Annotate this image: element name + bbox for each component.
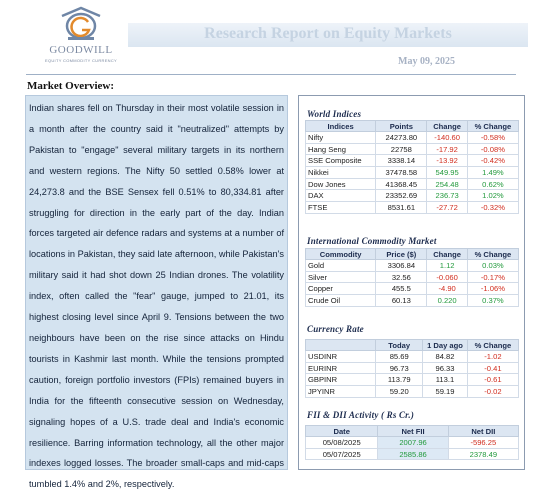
fii-dii-title: FII & DII Activity ( Rs Cr.): [307, 410, 415, 420]
table-row: [306, 167, 519, 179]
table-header-row: [306, 121, 519, 132]
currency-today: 85.69: [376, 351, 423, 363]
column-header: % Change: [467, 340, 518, 351]
commodity-name: Copper: [306, 283, 376, 295]
column-header: Net FII: [378, 426, 448, 437]
table-row: [306, 374, 519, 386]
company-logo: [36, 6, 126, 70]
report-title-banner: [128, 23, 528, 47]
currency-pair: JPYINR: [306, 386, 376, 398]
index-points: 37478.58: [376, 167, 427, 179]
index-points: 3338.14: [376, 155, 427, 167]
currency-today: 113.79: [376, 374, 423, 386]
fii-dii-table: [305, 425, 519, 460]
index-points: 23352.69: [376, 190, 427, 202]
header-divider: [26, 74, 516, 75]
currency-pct-change: -0.02: [467, 386, 518, 398]
currency-pct-change: -0.61: [467, 374, 518, 386]
currency-pair: EURINR: [306, 362, 376, 374]
market-overview-heading: Market Overview:: [27, 80, 115, 92]
index-points: 41368.45: [376, 178, 427, 190]
column-header: 1 Day ago: [423, 340, 468, 351]
commodity-price: 455.5: [376, 283, 427, 295]
column-header: Today: [376, 340, 423, 351]
activity-date: 05/08/2025: [306, 437, 378, 449]
index-change: -140.60: [427, 132, 467, 144]
index-name: SSE Composite: [306, 155, 376, 167]
column-header: Date: [306, 426, 378, 437]
column-header: Points: [376, 121, 427, 132]
currency-prev: 84.82: [423, 351, 468, 363]
table-row: [306, 362, 519, 374]
commodity-pct-change: -1.06%: [467, 283, 518, 295]
index-pct-change: -0.58%: [467, 132, 518, 144]
index-pct-change: -0.32%: [467, 202, 518, 214]
table-row: [306, 295, 519, 307]
table-row: [306, 143, 519, 155]
currency-pct-change: -0.41: [467, 362, 518, 374]
logo-wordmark: GOODWILL: [49, 44, 113, 56]
commodity-price: 32.56: [376, 271, 427, 283]
commodity-name: Gold: [306, 260, 376, 272]
column-header: Price ($): [376, 249, 427, 260]
commodity-change: 0.220: [427, 295, 467, 307]
index-change: 254.48: [427, 178, 467, 190]
commodity-price: 3306.84: [376, 260, 427, 272]
column-header: Indices: [306, 121, 376, 132]
currency-prev: 96.33: [423, 362, 468, 374]
commodity-change: -4.90: [427, 283, 467, 295]
index-change: -27.72: [427, 202, 467, 214]
index-pct-change: 1.02%: [467, 190, 518, 202]
column-header: Net DII: [448, 426, 518, 437]
index-pct-change: 1.49%: [467, 167, 518, 179]
index-points: 8531.61: [376, 202, 427, 214]
index-change: 549.95: [427, 167, 467, 179]
currency-today: 59.20: [376, 386, 423, 398]
index-change: -17.92: [427, 143, 467, 155]
currency-today: 96.73: [376, 362, 423, 374]
commodity-price: 60.13: [376, 295, 427, 307]
column-header: % Change: [467, 121, 518, 132]
index-name: Dow Jones: [306, 178, 376, 190]
index-points: 24273.80: [376, 132, 427, 144]
table-header-row: [306, 340, 519, 351]
currency-pair: GBPINR: [306, 374, 376, 386]
index-name: Nikkei: [306, 167, 376, 179]
table-header-row: [306, 426, 519, 437]
commodity-change: -0.060: [427, 271, 467, 283]
activity-date: 05/07/2025: [306, 448, 378, 460]
commodity-pct-change: -0.17%: [467, 271, 518, 283]
currency-table: [305, 339, 519, 398]
currency-pair: USDINR: [306, 351, 376, 363]
commodity-name: Silver: [306, 271, 376, 283]
world-indices-title: World Indices: [307, 109, 362, 119]
index-points: 22758: [376, 143, 427, 155]
index-pct-change: -0.08%: [467, 143, 518, 155]
index-name: Nifty: [306, 132, 376, 144]
table-header-row: [306, 249, 519, 260]
report-title: Research Report on Equity Markets: [204, 25, 452, 42]
table-row: [306, 260, 519, 272]
net-fii: 2585.86: [378, 448, 448, 460]
table-row: [306, 155, 519, 167]
index-change: 236.73: [427, 190, 467, 202]
column-header: Commodity: [306, 249, 376, 260]
column-header: Change: [427, 249, 467, 260]
index-pct-change: -0.42%: [467, 155, 518, 167]
currency-pct-change: -1.02: [467, 351, 518, 363]
column-header: [306, 340, 376, 351]
commodity-change: 1.12: [427, 260, 467, 272]
table-row: [306, 202, 519, 214]
report-date: May 09, 2025: [398, 56, 455, 67]
column-header: Change: [427, 121, 467, 132]
world-indices-table: [305, 120, 519, 214]
currency-prev: 59.19: [423, 386, 468, 398]
index-name: Hang Seng: [306, 143, 376, 155]
net-fii: 2007.96: [378, 437, 448, 449]
table-row: [306, 351, 519, 363]
table-row: [306, 448, 519, 460]
table-row: [306, 271, 519, 283]
market-overview-box: [25, 95, 288, 490]
commodity-table: [305, 248, 519, 307]
logo-tagline: EQUITY COMMODITY CURRENCY: [44, 58, 118, 63]
index-pct-change: 0.62%: [467, 178, 518, 190]
index-name: FTSE: [306, 202, 376, 214]
market-data-panel: [298, 95, 525, 470]
table-row: [306, 178, 519, 190]
net-dii: 2378.49: [448, 448, 518, 460]
table-row: [306, 386, 519, 398]
commodity-pct-change: 0.03%: [467, 260, 518, 272]
table-row: [306, 437, 519, 449]
column-header: % Change: [467, 249, 518, 260]
index-name: DAX: [306, 190, 376, 202]
goodwill-logo-icon: [58, 6, 104, 42]
table-row: [306, 283, 519, 295]
commodity-pct-change: 0.37%: [467, 295, 518, 307]
currency-rate-title: Currency Rate: [307, 324, 364, 334]
market-overview-text: Indian shares fell on Thursday in their most volatile session in a month after the country said it "neutralized" attempts by Pakistan to "engage" several military targets in its northern and western regions. The Nifty 50 settled 0.58% lower at 24,273.8 and the BSE Sensex fell 0.51% to 80,334.81 after struggling for direction in the early part of the day. Indian forces targeted air defence radars and systems at a number of locations in Pakistan, they said late afternoon, while Pakistan's military said it had shot down 25 Indian drones. The volatility index, often called the "fear" gauge, jumped to 21.01, its highest closing level since April 9. Tensions between the two neighbours have been on the rise since attacks on Hindu tourists in Kashmir last month. While the tensions prompted caution, foreign portfolio investors (FPIs) remained buyers in India for the fifteenth consecutive session on Wednesday, signaling hopes of a U.S. trade deal and India's economic resilience. Barring information technology, all the other major indexes logged losses. The broader small-caps and mid-caps tumbled 1.4% and 2%, respectively.: [29, 103, 284, 490]
commodity-name: Crude Oil: [306, 295, 376, 307]
currency-prev: 113.1: [423, 374, 468, 386]
table-row: [306, 132, 519, 144]
commodity-market-title: International Commodity Market: [307, 236, 437, 246]
net-dii: -596.25: [448, 437, 518, 449]
table-row: [306, 190, 519, 202]
index-change: -13.92: [427, 155, 467, 167]
